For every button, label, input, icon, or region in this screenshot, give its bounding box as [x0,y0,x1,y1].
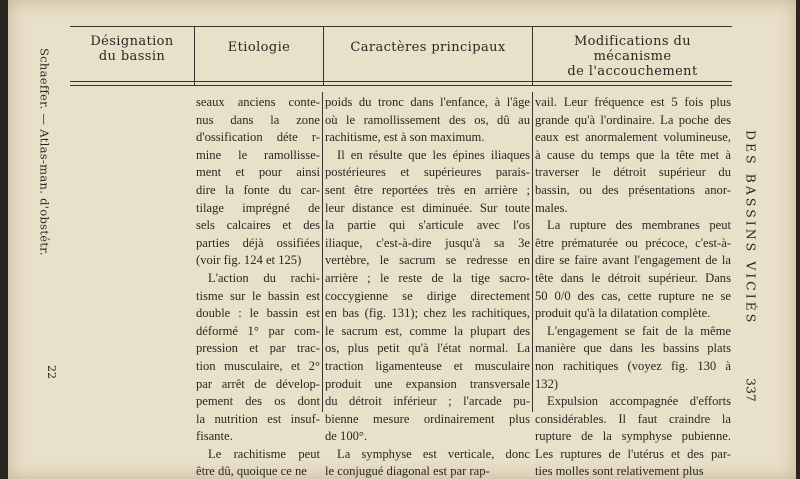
body-column-divider [322,92,323,412]
text-line: de 100°. [325,429,368,444]
text-line: le sacrum est, comme la plupart des [325,323,530,338]
text-line: seaux anciens conte- [196,95,320,109]
text-line: tion musculaire, et 2° [196,358,320,373]
header-bottom-rule [70,81,732,82]
text-line: bassin, ou des présentations anor- [535,182,731,197]
text-line: pression et par trac- [196,341,320,356]
text-line: sent être reportées très en arrière ; [325,182,530,197]
text-line: (voir fig. 124 et 125) [196,253,302,268]
body-column-divider [532,92,533,412]
text-line: vail. Leur fréquence est 5 fois plus [535,95,731,109]
text-line: tête dans le détroit supérieur. Dans [535,270,731,285]
text-line: ment et pour ainsi [196,165,320,180]
text-line: iliaque, c'est-à-dire jusqu'à sa 3e [325,235,530,250]
text-line: grande qu'à l'ordinaire. La poche des [535,112,731,127]
text-line: L'engagement se fait de la même [547,323,731,338]
text-line: rupture de la symphyse pubienne. [535,429,731,444]
text-line: bienne mesure ordinairement plus [325,411,530,426]
text-line: la partie qui s'articule avec l'os [325,218,530,233]
text-line: considérables. Il faut craindre la [535,411,731,426]
text-line: par arrêt de dévelop- [196,376,320,391]
text-line: où le ramollissement des os, dû au [325,112,530,127]
column-etiologie-text [196,94,320,479]
table-top-rule [70,26,732,27]
signature-mark: 22 [45,365,58,379]
text-line: à cause du temps que la tête met à [535,147,731,162]
text-line: males. [535,200,568,215]
text-line: arrière ; le reste de la tige sacro- [325,270,530,285]
text-line: vertèbre, le sacrum se redresse en [325,253,530,268]
header-designation-line: Désignation [90,34,174,49]
text-line: 50 0/0 des cas, cette rupture ne se [535,288,731,303]
text-line: L'action du rachi- [208,270,320,285]
column-modifications-text [535,94,731,479]
text-line: La symphyse est verticale, donc [337,446,530,461]
text-line: Expulsion accompagnée d'efforts [547,394,731,409]
text-line: Le rachitisme peut [208,446,320,461]
text-line: être prématurée ou précoce, c'est-à- [535,235,731,250]
text-line: d'ossification déte r- [196,130,320,145]
text-line: Il en résulte que les épines iliaques [337,147,530,162]
text-line: postérieures et supérieures parais- [325,165,530,180]
text-line: Les ruptures de l'utérus et des par- [535,446,731,461]
text-line: La rupture des membranes peut [547,218,731,233]
header-designation [70,34,194,64]
text-line: mine le ramollisse- [196,147,320,162]
header-modifications [533,34,732,79]
text-line: déformé 1° par com- [196,323,320,338]
text-line: sels calcaires et des [196,218,320,233]
running-head-right: DES BASSINS VICIÉS [743,130,759,326]
page-number: 337 [743,378,759,402]
text-line: être dû, quoique ce ne [196,464,307,479]
header-designation-line: du bassin [98,49,166,64]
text-line: tisme sur le bassin est [196,288,320,303]
text-line: la nutrition est insuf- [196,411,320,426]
text-line: poids du tronc dans l'enfance, à l'âge [325,95,530,109]
text-line: dire se faire avant l'engagement de la [535,253,731,268]
text-line: os, plus petit qu'à l'état normal. La [325,341,530,356]
header-column-divider [323,26,324,86]
text-line: 132) [535,376,559,391]
header-double-rule [70,85,732,86]
text-line: traction ligamenteuse et musculaire [325,358,530,373]
book-page [8,0,796,479]
header-etiologie: Etiologie [227,40,291,55]
header-modifications-line: de l'accouchement [567,64,698,79]
text-line: double : le bassin est [196,306,320,321]
text-line: fisante. [196,429,233,444]
text-line: manière que dans les bassins plats [535,341,731,356]
text-line: produit une expansion transversale [325,376,530,391]
text-line: rachitisme, est à son maximum. [325,130,485,145]
text-line: parties déjà ossifiées [196,235,320,250]
text-line: ties molles sont relativement plus [535,464,704,479]
header-caracteres: Caractères principaux [350,40,506,55]
column-caracteres-text [325,94,530,479]
text-line: produit qu'à la dilatation complète. [535,306,711,321]
text-line: dire la fonte du car- [196,182,320,197]
text-line: nus dans la zone [196,112,320,127]
running-head-left: Schaeffer. — Atlas-man. d'obstétr. [37,48,52,256]
text-line: leur distance est diminuée. Sur toute [325,200,530,215]
text-line: tilage imprégné de [196,200,320,215]
text-line: le conjugué diagonal est par rap- [325,464,490,479]
text-line: eaux est anormalement volumineuse, [535,130,731,145]
text-line: du détroit inférieur ; l'arcade pu- [325,394,530,409]
text-line: coccygienne se dirige directement [325,288,530,303]
text-line: non rachitiques (voyez fig. 130 à [535,358,731,373]
text-line: pement des os dont [196,394,320,409]
header-column-divider [194,26,195,86]
text-line: en bas (fig. 131); chez les rachitiques, [325,306,530,321]
header-modifications-line: Modifications du mécanisme [573,34,692,64]
text-line: traverser le détroit supérieur du [535,165,731,180]
